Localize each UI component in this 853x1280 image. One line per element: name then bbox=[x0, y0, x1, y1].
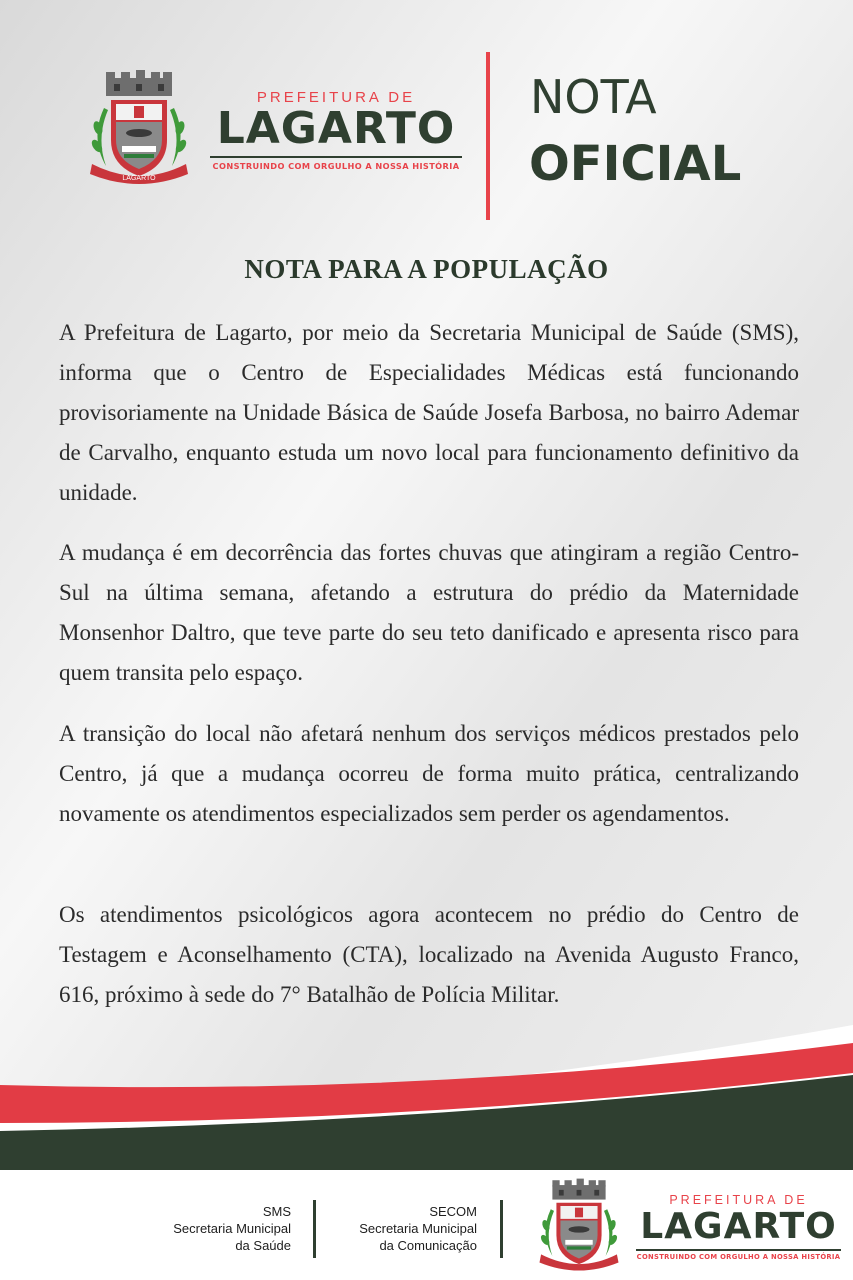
header-divider bbox=[486, 52, 490, 220]
logo-rule bbox=[636, 1249, 841, 1251]
footer-brand-logo bbox=[636, 1194, 841, 1260]
logo-prefix: PREFEITURA DE bbox=[669, 1193, 808, 1207]
logo-tagline: CONSTRUINDO COM ORGULHO A NOSSA HISTÓRIA bbox=[636, 1252, 841, 1261]
logo-rule bbox=[210, 156, 462, 158]
secom-line2: da Comunicação bbox=[379, 1238, 477, 1253]
coat-of-arms-icon bbox=[532, 1177, 626, 1277]
notice-paragraph: A mudança é em decorrência das fortes chuvas que atingiram a região Centro-Sul na última semana, afetando a estrutura do prédio da Maternidade Monsenhor Daltro, que teve parte do seu teto danificado e apresenta risco para quem transita pelo espaço. bbox=[59, 540, 799, 685]
logo-prefix: PREFEITURA DE bbox=[256, 89, 416, 106]
footer-divider bbox=[313, 1200, 316, 1258]
sms-line2: da Saúde bbox=[235, 1238, 291, 1253]
crest-crown bbox=[106, 70, 172, 96]
footer-divider bbox=[500, 1200, 503, 1258]
notice-paragraph: A Prefeitura de Lagarto, por meio da Secretaria Municipal de Saúde (SMS), informa que o Centro de Especialidades Médicas está funcionando provisoriamente na Unidade Básica de Saúde Josefa Barbosa, no bairro Ademar de Carvalho, enquanto estuda um novo local para funcionamento definitivo da unidade. bbox=[59, 320, 799, 505]
logo-name: LAGARTO bbox=[216, 103, 456, 154]
notice-title: NOTA PARA A POPULAÇÃO bbox=[244, 254, 609, 284]
footer-secom bbox=[359, 1203, 477, 1254]
crest-crown bbox=[552, 1179, 605, 1200]
secom-abbr: SECOM bbox=[429, 1204, 477, 1219]
coat-of-arms-icon bbox=[84, 68, 194, 192]
logo-name: LAGARTO bbox=[640, 1205, 837, 1247]
decorative-waves bbox=[0, 1015, 853, 1175]
badge-nota: NOTA bbox=[530, 70, 657, 124]
badge-oficial: OFICIAL bbox=[529, 136, 742, 192]
sms-line1: Secretaria Municipal bbox=[173, 1221, 291, 1236]
secom-line1: Secretaria Municipal bbox=[359, 1221, 477, 1236]
notice-paragraph: Os atendimentos psicológicos agora acontecem no prédio do Centro de Testagem e Aconselhamento (CTA), localizado na Avenida Augusto Franco, 616, próximo à sede do 7° Batalhão de Polícia Militar. bbox=[59, 902, 799, 1007]
header-brand-logo bbox=[210, 90, 462, 170]
footer-sms bbox=[173, 1203, 291, 1254]
svg-text:LAGARTO: LAGARTO bbox=[122, 175, 156, 182]
logo-tagline: CONSTRUINDO COM ORGULHO A NOSSA HISTÓRIA bbox=[212, 161, 460, 171]
notice-paragraph: A transição do local não afetará nenhum dos serviços médicos prestados pelo Centro, já que a mudança ocorreu de forma muito prática, centralizando novamente os atendimentos especializados sem perder os agendamentos. bbox=[59, 721, 799, 826]
sms-abbr: SMS bbox=[262, 1204, 291, 1219]
crest-shield bbox=[556, 1203, 601, 1264]
crest-shield bbox=[111, 100, 167, 176]
